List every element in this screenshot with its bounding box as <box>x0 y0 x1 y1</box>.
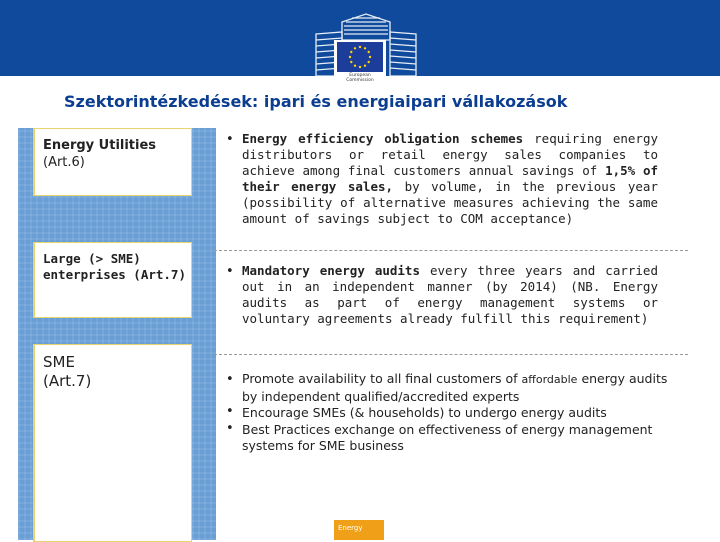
row1-text-part1: requiring energy distributors or retail energy sales companies to achieve among final customers annual savings of <box>242 131 658 178</box>
row3-list <box>242 371 682 455</box>
row1-label: Energy Utilities <box>43 138 157 153</box>
energy-tab <box>334 520 384 540</box>
row1-bullet: • <box>226 132 234 147</box>
row2-text <box>242 263 658 327</box>
row2-text-part1: every three years and carried out in an independent manner (by 2014) (NB. Energy audits as part of energy management systems or voluntary agreements already fulfill this requirement) <box>242 263 658 326</box>
row3-sublabel: (Art.7) <box>43 372 92 390</box>
row1-text-part2: by volume, in the previous year (possibility of alternative measures achieving the same amount of savings subject to COM acceptance) <box>242 179 658 226</box>
divider-2 <box>214 354 688 355</box>
row1-text-bold2: 1,5% of their energy sales, <box>242 163 659 194</box>
affordable-word: affordable <box>521 373 578 386</box>
label-box-energy-utilities <box>33 128 192 196</box>
row2-bullet: • <box>226 264 234 279</box>
row1-text <box>242 131 658 227</box>
row2-text-bold: Mandatory energy audits <box>242 263 420 278</box>
row3-bullet-2: • <box>226 404 234 419</box>
row3-bullet-3: • <box>226 421 234 436</box>
energy-tab-label: Energy <box>338 524 363 532</box>
row1-sublabel: (Art.6) <box>43 155 85 170</box>
row2-label: Large (> SME) enterprises (Art.7) <box>43 251 186 282</box>
label-box-large-enterprises <box>33 242 192 318</box>
divider-1 <box>214 250 688 251</box>
eu-flag-icon <box>337 42 383 72</box>
row3-bullet-1: • <box>226 372 234 387</box>
row3-item-1: Promote availability to all final customers of affordable energy audits by independent qualified/accredited experts <box>242 371 668 404</box>
row3-item-2: Encourage SMEs (& households) to undergo energy audits <box>242 405 607 420</box>
row3-label: SME <box>43 353 75 371</box>
row1-text-bold: Energy efficiency obligation schemes <box>242 131 524 146</box>
row3-item-3: Best Practices exchange on effectiveness of energy management systems for SME business <box>242 421 653 453</box>
page-title: Szektorintézkedések: ipari és energiaipari vállakozások <box>64 92 568 111</box>
logo-caption: European Commission <box>346 73 374 83</box>
label-box-sme <box>33 344 192 542</box>
